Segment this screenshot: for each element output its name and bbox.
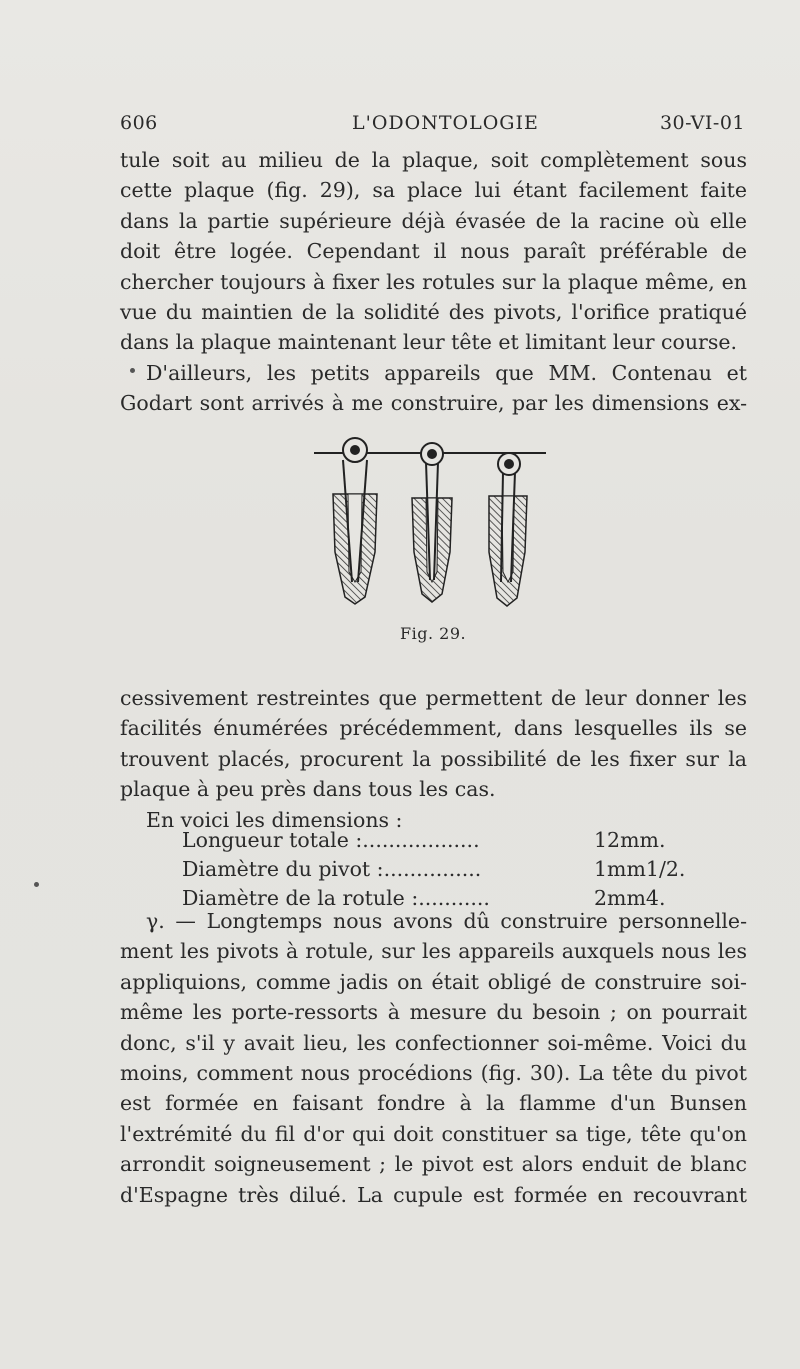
text-line: dans la partie supérieure déjà évasée de la racine où elle — [120, 208, 747, 233]
margin-mark — [130, 368, 135, 373]
text-line: arrondit soigneusement ; le pivot est alors enduit de blanc — [120, 1152, 747, 1177]
pivot-2 — [412, 443, 452, 602]
dimension-label: Diamètre de la rotule :........... — [182, 886, 490, 910]
dimension-value: 2mm4. — [594, 886, 666, 910]
text-line: chercher toujours à fixer les rotules sur la plaque même, en — [120, 269, 747, 294]
text-line: facilités énumérées précédemment, dans lesquelles ils se — [120, 716, 747, 741]
text-line: plaque à peu près dans tous les cas. — [120, 777, 496, 802]
text-line: γ. — Longtemps nous avons dû construire personnelle- — [146, 909, 747, 933]
text-line: tule soit au milieu de la plaque, soit complètement sous — [120, 148, 747, 172]
dimensions-intro: En voici les dimensions : — [146, 807, 403, 832]
dimension-label: Longueur totale :.................. — [182, 828, 480, 852]
dimension-row — [182, 828, 682, 858]
pivot-1 — [333, 438, 377, 604]
text-block-bottom — [120, 906, 747, 1210]
text-line: vue du maintien de la solidité des pivots, l'orifice pratiqué — [120, 300, 747, 325]
figure-caption: Fig. 29. — [400, 624, 467, 643]
text-line: d'Espagne très dilué. La cupule est formée en recouvrant — [120, 1182, 747, 1207]
dimension-row — [182, 857, 686, 887]
journal-title: L'ODONTOLOGIE — [352, 112, 539, 134]
issue-date: 30-VI-01 — [659, 112, 745, 134]
text-line: D'ailleurs, les petits appareils que MM. Contenau et — [146, 360, 747, 385]
dimension-value: 12mm. — [594, 828, 666, 852]
text-block-top — [120, 145, 747, 419]
text-line: appliquions, comme jadis on était obligé de construire soi- — [120, 969, 747, 994]
text-line: cette plaque (fig. 29), sa place lui étant facilement faite — [120, 178, 747, 203]
text-line: donc, s'il y avait lieu, les confectionner soi-même. Voici du — [120, 1030, 747, 1055]
text-line: même les porte-ressorts à mesure du besoin ; on pourrait — [120, 1000, 747, 1025]
text-line: cessivement restreintes que permettent de leur donner les — [120, 686, 747, 710]
margin-mark — [34, 882, 39, 887]
dimension-value: 1mm1/2. — [594, 857, 686, 881]
page-number: 606 — [120, 112, 158, 134]
text-line: est formée en faisant fondre à la flamme d'un Bunsen — [120, 1091, 747, 1116]
text-line: dans la plaque maintenant leur tête et limitant leur course. — [120, 330, 738, 355]
text-line: Godart sont arrivés à me construire, par les dimensions ex- — [120, 391, 747, 416]
text-line: ment les pivots à rotule, sur les appareils auxquels nous les — [120, 939, 747, 964]
text-block-middle — [120, 683, 747, 835]
running-header — [120, 112, 745, 140]
text-line: moins, comment nous procédions (fig. 30). La tête du pivot — [120, 1061, 747, 1086]
pivot-3 — [489, 453, 527, 606]
text-line: doit être logée. Cependant il nous paraît préférable de — [120, 239, 747, 264]
figure-29-illustration — [310, 432, 550, 622]
dimension-label: Diamètre du pivot :............... — [182, 857, 482, 881]
text-line: trouvent placés, procurent la possibilité de les fixer sur la — [120, 746, 747, 771]
text-line: l'extrémité du fil d'or qui doit constituer sa tige, tête qu'on — [120, 1121, 747, 1146]
